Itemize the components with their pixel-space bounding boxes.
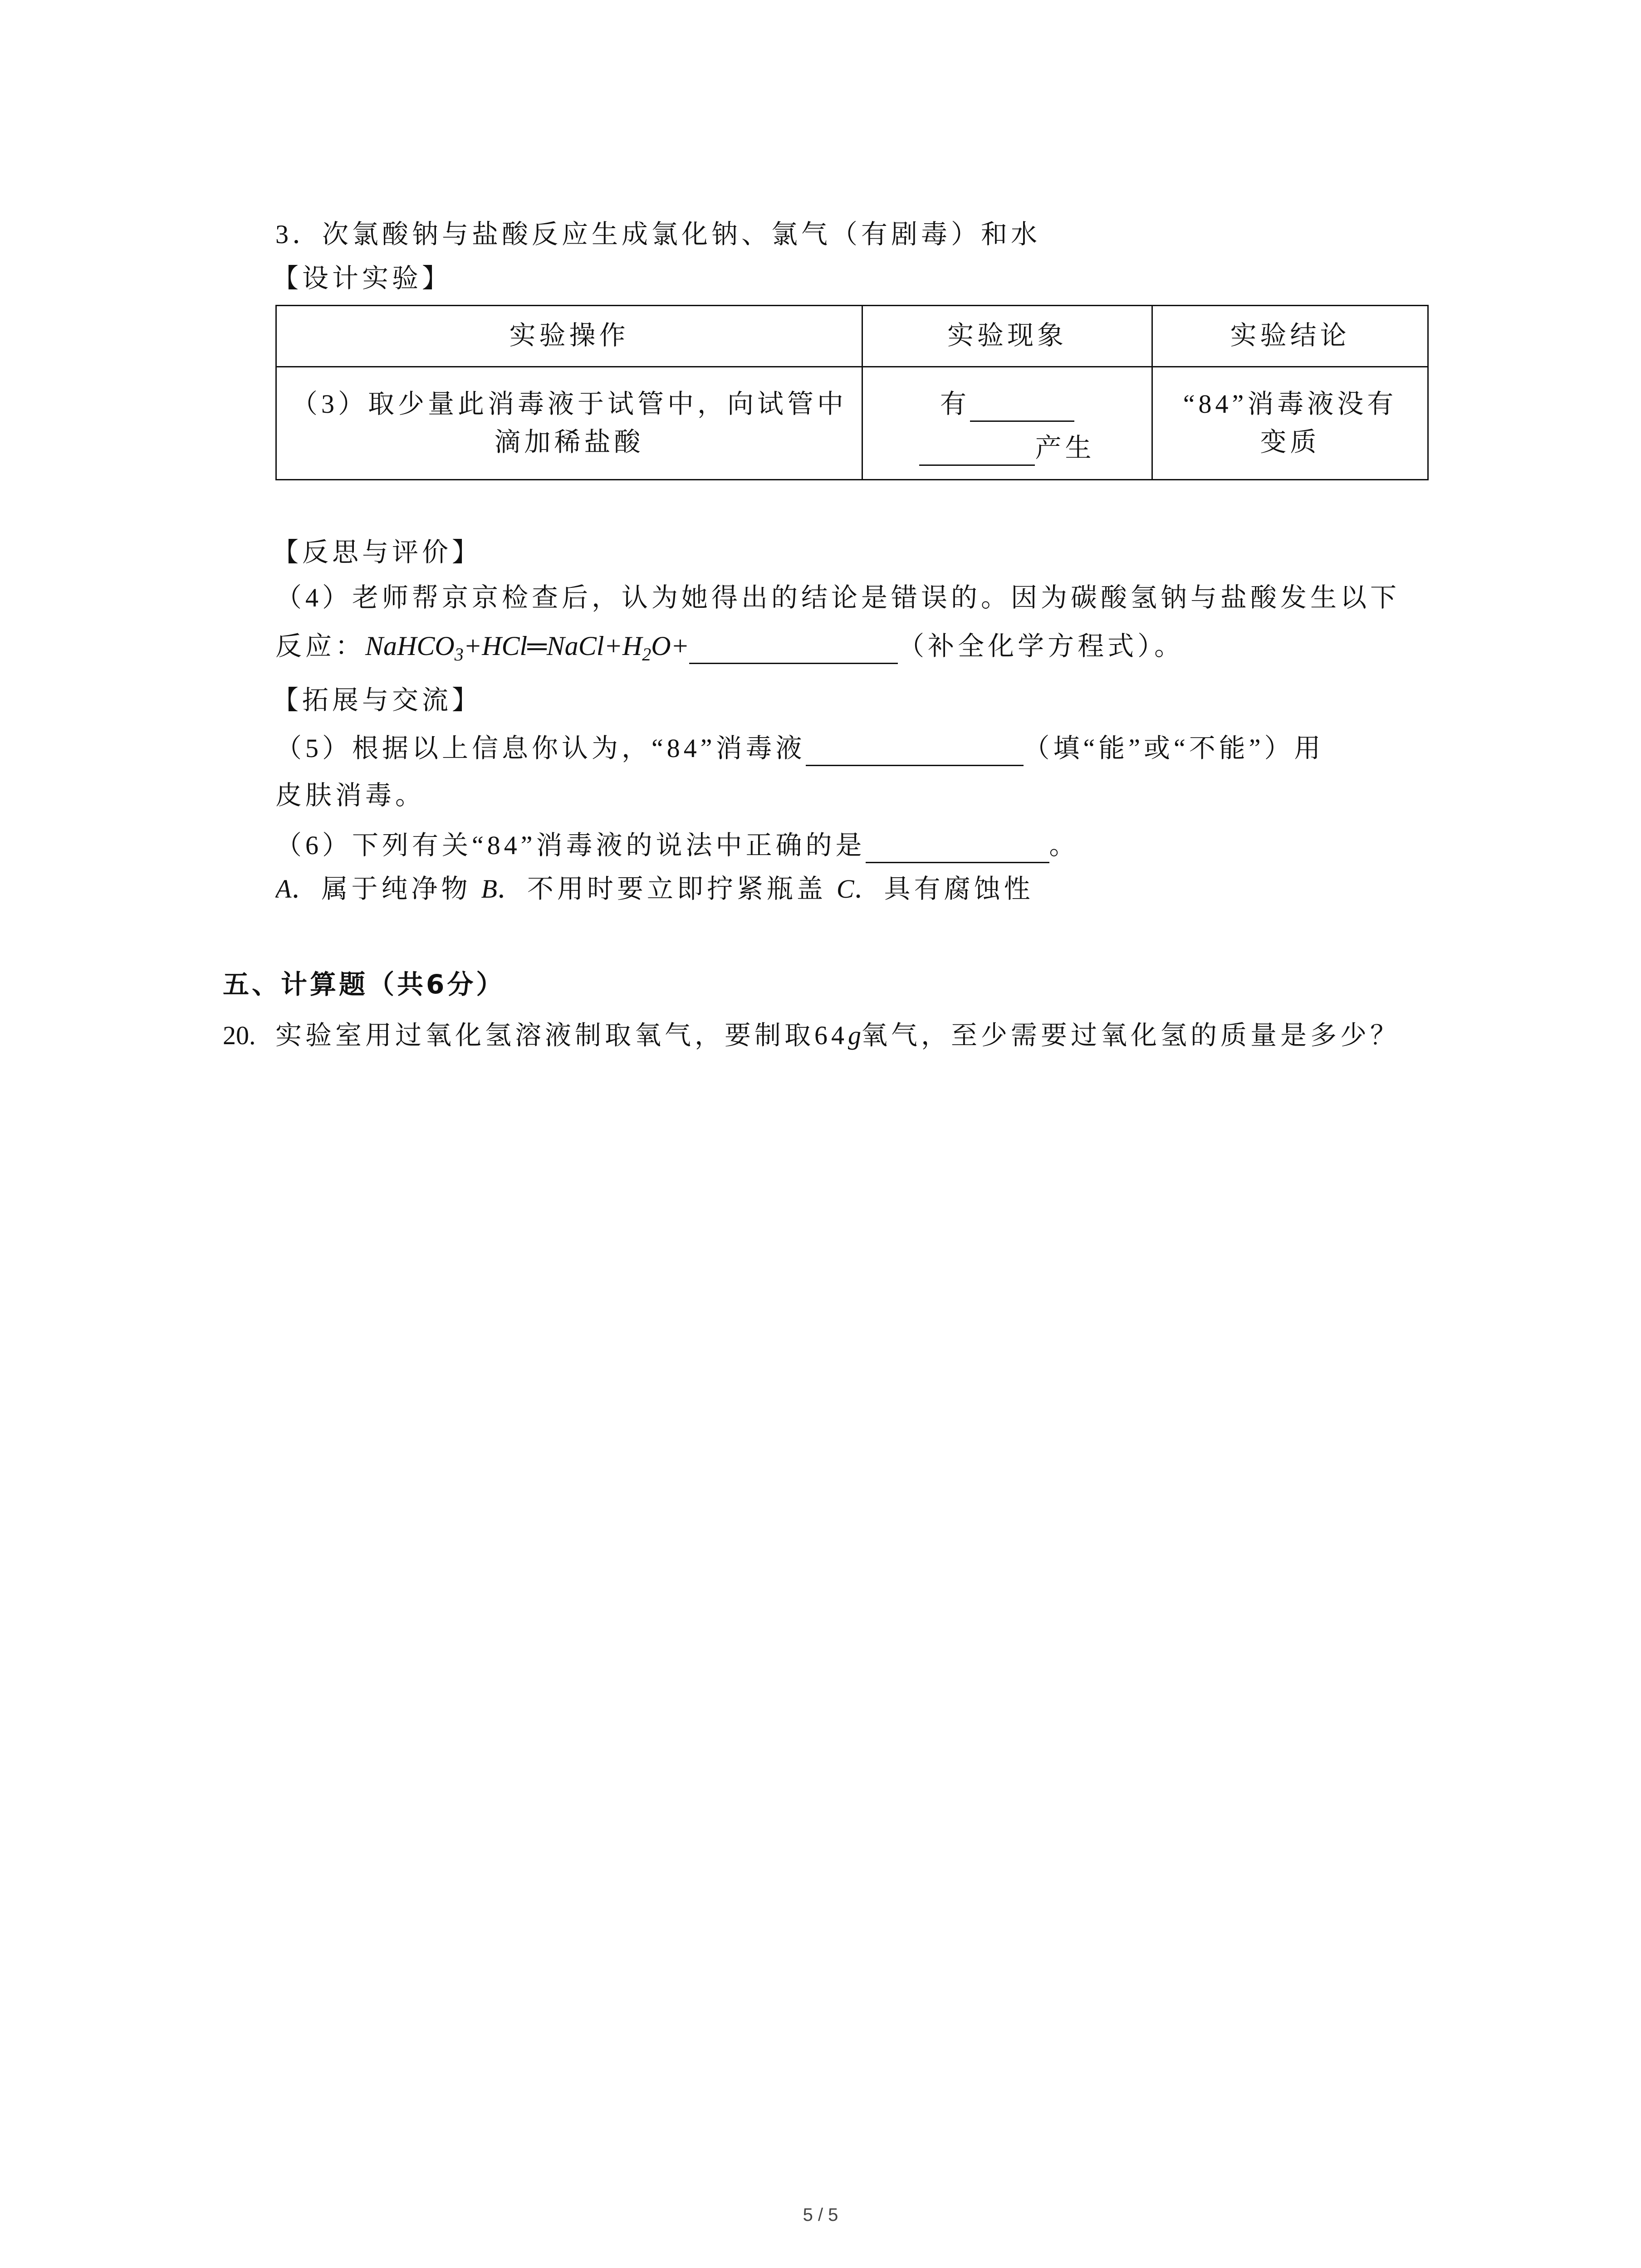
table-cell-conclusion-line-2: 变质: [1260, 427, 1320, 457]
formula-part: O+: [651, 631, 690, 661]
answer-blank: [806, 739, 1024, 766]
info-item-3: 3．次氯酸钠与盐酸反应生成氯化钠、氯气（有剧毒）和水: [275, 220, 1041, 249]
question-number: 20.: [223, 1021, 256, 1050]
option-letter: A: [275, 874, 292, 904]
experiment-table: [275, 305, 1429, 480]
phenomenon-prefix: 有: [940, 389, 970, 419]
table-cell-conclusion-line-1: “84”消毒液没有: [1183, 389, 1397, 419]
phenomenon-suffix: 产生: [1035, 433, 1095, 463]
formula-subscript: 3: [454, 644, 464, 665]
answer-blank: [689, 637, 898, 664]
option-text: ．不用时要立即拧紧瓶盖: [497, 874, 827, 904]
table-cell-phenomenon-line-2: [863, 432, 1151, 476]
extension-heading: 【拓展与交流】: [272, 685, 482, 715]
table-row-divider: [277, 366, 1427, 367]
question-20-text: 氧气，至少需要过氧化氢的质量是多少？: [861, 1021, 1401, 1050]
table-cell-operation-line-2: 滴加稀盐酸: [494, 427, 644, 457]
option-text: ．具有腐蚀性: [854, 874, 1034, 904]
question-20: [223, 1020, 1584, 1063]
question-6-suffix: 。: [1049, 831, 1079, 860]
question-5-line-1: [275, 733, 1591, 776]
design-experiment-heading: 【设计实验】: [272, 264, 452, 293]
answer-blank: [970, 395, 1074, 422]
table-header-phenomenon: 实验现象: [947, 321, 1067, 350]
chemical-equation: [365, 631, 690, 665]
table-cell-operation-line-1: （3）取少量此消毒液于试管中，向试管中: [291, 389, 847, 419]
question-5-suffix: （填“能”或“不能”）用: [1023, 733, 1324, 763]
question-5-line-2: 皮肤消毒。: [275, 781, 426, 810]
answer-blank: [919, 439, 1035, 466]
question-4-line-2: [275, 630, 1591, 674]
section-5-heading: 五、计算题（共6分）: [223, 969, 505, 1000]
question-4-line-1: （4）老师帮京京检查后，认为她得出的结论是错误的。因为碳酸氢钠与盐酸发生以下: [275, 583, 1401, 612]
unit-label: g: [848, 1021, 862, 1050]
question-5-prefix: （5）根据以上信息你认为，“84”消毒液: [275, 733, 806, 763]
question-6: [275, 830, 1591, 873]
table-header-operation: 实验操作: [509, 321, 629, 350]
formula-subscript: 2: [642, 644, 652, 665]
formula-part: +HCl═NaCl+H: [463, 631, 642, 661]
page-number: 5 / 5: [803, 2205, 838, 2225]
question-20-text: 实验室用过氧化氢溶液制取氧气，要制取64: [275, 1021, 848, 1050]
formula-part: NaHCO: [365, 631, 455, 661]
question-6-options: [275, 873, 1591, 917]
answer-blank: [866, 836, 1049, 863]
reflection-heading: 【反思与评价】: [272, 538, 482, 567]
question-4-suffix: （补全化学方程式）。: [898, 631, 1185, 661]
table-header-conclusion: 实验结论: [1230, 321, 1350, 350]
table-cell-phenomenon-line-1: [863, 388, 1151, 432]
option-letter: B: [481, 874, 497, 904]
question-6-prefix: （6）下列有关“84”消毒液的说法中正确的是: [275, 831, 866, 860]
question-4-prefix: 反应：: [275, 631, 366, 661]
option-text: ．属于纯净物: [291, 874, 471, 904]
option-letter: C: [836, 874, 854, 904]
